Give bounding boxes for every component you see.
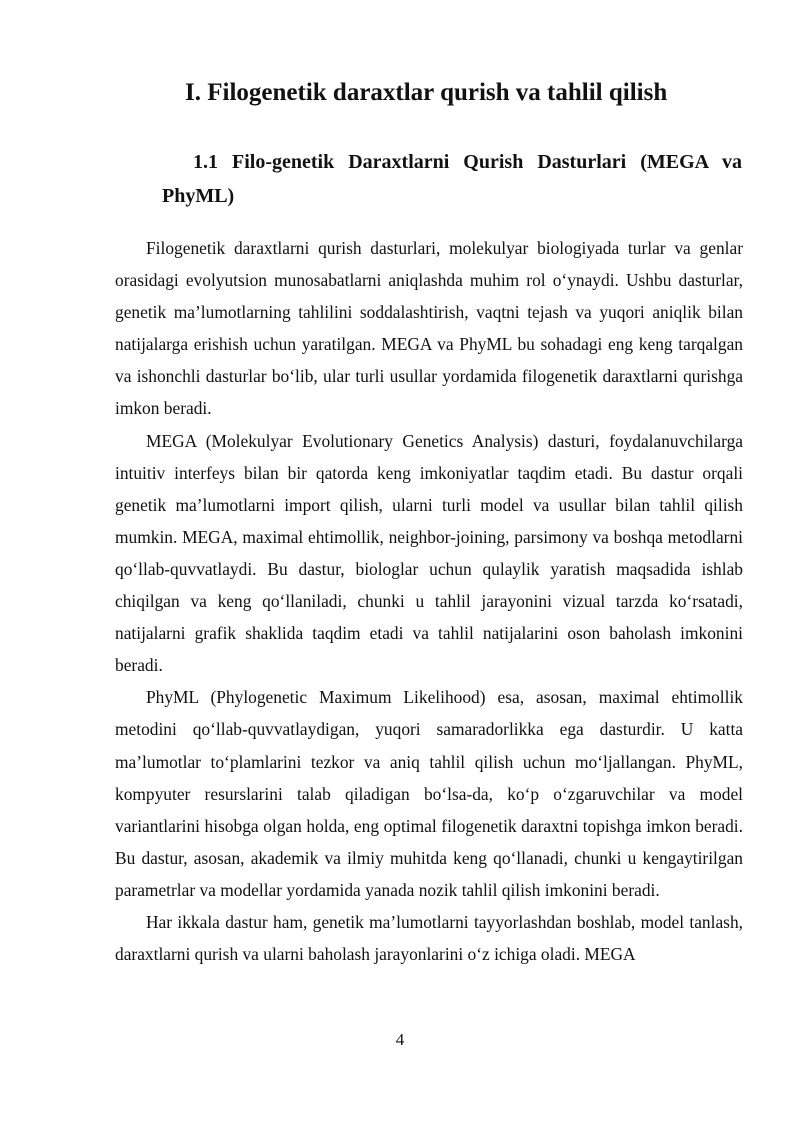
section-title bbox=[162, 145, 742, 213]
page-number: 4 bbox=[395, 1030, 405, 1049]
paragraph-phyml: PhyML (Phylogenetic Maximum Likelihood) esa, asosan, maximal ehtimollik metodini qoʻllab-quvvatlaydigan, yuqori samaradorlikka ega dasturdir. U katta maʼlumotlar toʻplamlarini tezkor va aniq tahlil qilish uchun moʻljallangan. PhyML, kompyuter resurslarini talab qiladigan boʻlsa-da, koʻp oʻzgaruvchilar va model variantlarini hisobga olgan holda, eng optimal filogenetik daraxtni topishga imkon beradi. Bu dastur, asosan, akademik va ilmiy muhitda keng qoʻllanadi, chunki u kengaytirilgan parametrlar va modellar yordamida yanada nozik tahlil qilish imkonini beradi. bbox=[115, 687, 743, 900]
paragraph-filogenetik-dasturlar: Filogenetik daraxtlarni qurish dasturlari, molekulyar biologiyada turlar va genlar orasidagi evolyutsion munosabatlarni aniqlashda muhim rol oʻynaydi. Ushbu dasturlar, genetik maʼlumotlarning tahlilini soddalashtirish, vaqtni tejash va yuqori aniqlik bilan natijalarga erishish uchun yaratilgan. MEGA va PhyML bu sohadagi eng keng tarqalgan va ishonchli dasturlar boʻlib, ular turli usullar yordamida filogenetik daraxtlarni qurishga imkon beradi. bbox=[115, 238, 743, 419]
section-title-line-1: 1.1 Filo-genetik Daraxtlarni Qurish Dasturlari (MEGA va bbox=[193, 151, 742, 173]
body-text bbox=[115, 232, 743, 970]
section-title-line-2: PhyML) bbox=[162, 185, 235, 207]
paragraph-har-ikkala-dastur: Har ikkala dastur ham, genetik maʼlumotlarni tayyorlashdan boshlab, model tanlash, daraxtlarni qurish va ularni baholash jarayonlarini oʻz ichiga oladi. MEGA bbox=[115, 911, 743, 965]
paragraph-mega: MEGA (Molekulyar Evolutionary Genetics Analysis) dasturi, foydalanuvchilarga intuitiv interfeys bilan bir qatorda keng imkoniyatlar taqdim etadi. Bu dastur orqali genetik maʼlumotlarni import qilish, ularni turli model va usullar bilan tahlil qilish mumkin. MEGA, maximal ehtimollik, neighbor-joining, parsimony va boshqa metodlarni qoʻllab-quvvatlaydi. Bu dastur, biologlar uchun qulaylik yaratish maqsadida ishlab chiqilgan va keng qoʻllaniladi, chunki u tahlil jarayonini vizual tarzda koʻrsatadi, natijalarni grafik shaklida taqdim etadi va tahlil natijalarini oson baholash imkonini beradi. bbox=[115, 430, 743, 676]
chapter-title: I. Filogenetik daraxtlar qurish va tahlil qilish bbox=[185, 79, 668, 106]
